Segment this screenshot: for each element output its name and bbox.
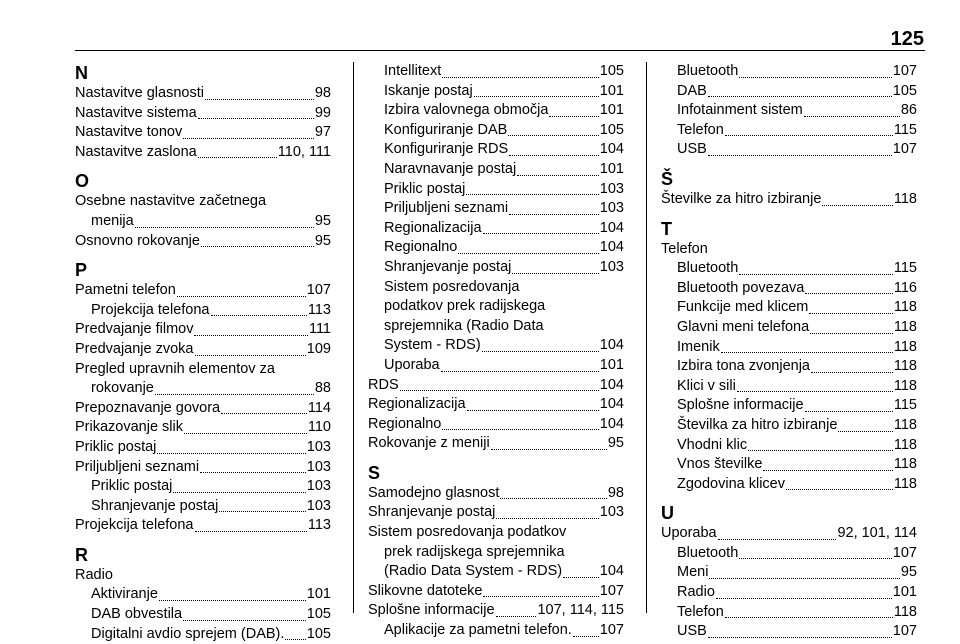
- dot-leader: [739, 77, 892, 78]
- dot-leader: [442, 429, 598, 430]
- index-term: Iskanje postaj: [384, 82, 473, 99]
- dot-leader: [177, 296, 306, 297]
- page-reference: 95: [314, 232, 331, 249]
- index-subentry: [661, 563, 917, 583]
- index-entry: [368, 601, 624, 621]
- dot-leader: [195, 531, 307, 532]
- page-reference: 104: [599, 239, 624, 256]
- index-term: RDS: [368, 376, 399, 393]
- index-term: Nastavitve zaslona: [75, 143, 197, 160]
- index-term: Priljubljeni seznami: [75, 458, 200, 475]
- dot-leader: [512, 273, 598, 274]
- index-heading: Sistem posredovanja: [384, 278, 520, 295]
- dot-leader: [708, 96, 892, 97]
- dot-leader: [739, 274, 893, 275]
- index-term: Projekcija telefona: [91, 301, 210, 318]
- dot-leader: [809, 313, 893, 314]
- page-reference: 111: [308, 321, 331, 338]
- index-heading: prek radijskega sprejemnika: [384, 543, 565, 560]
- index-term: Izbira tona zvonjenja: [677, 358, 810, 375]
- dot-leader: [159, 600, 306, 601]
- page-reference: 92, 101, 114: [837, 525, 917, 542]
- dot-leader: [441, 371, 599, 372]
- page-reference: 103: [306, 497, 331, 514]
- index-term: Splošne informacije: [677, 397, 804, 414]
- index-term: Regionalizacija: [368, 396, 466, 413]
- index-entry: [75, 418, 331, 438]
- index-term: Osnovno rokovanje: [75, 232, 200, 249]
- dot-leader: [718, 539, 837, 540]
- index-term: Intellitext: [384, 63, 442, 79]
- dot-leader: [805, 411, 893, 412]
- index-entry: [661, 190, 917, 210]
- dot-leader: [466, 194, 598, 195]
- page-reference: 104: [599, 376, 624, 393]
- dot-leader: [509, 214, 599, 215]
- dot-leader: [508, 135, 598, 136]
- dot-leader: [201, 246, 314, 247]
- index-entry: [75, 123, 331, 143]
- page-reference: 118: [893, 456, 917, 473]
- section-letter: Š: [661, 168, 674, 189]
- column-divider-2: [646, 62, 647, 613]
- index-entry: [75, 458, 331, 478]
- index-subentry: [75, 477, 331, 497]
- index-entry: [75, 340, 331, 360]
- page-reference: 101: [892, 584, 917, 601]
- index-subentry: [75, 605, 331, 625]
- index-entry: [75, 320, 331, 340]
- dot-leader: [811, 372, 893, 373]
- page-reference: 107: [892, 544, 917, 561]
- index-subentry: [368, 219, 624, 239]
- dot-leader: [474, 96, 599, 97]
- index-subentry: [368, 101, 624, 121]
- page-reference: 110: [307, 419, 331, 436]
- index-term: Predvajanje filmov: [75, 321, 194, 338]
- index-subentry: [368, 82, 624, 102]
- page-reference: 118: [893, 475, 917, 492]
- index-term: Imenik: [677, 338, 720, 355]
- index-term: Slikovne datoteke: [368, 582, 483, 599]
- index-term: Številke za hitro izbiranje: [661, 190, 822, 207]
- index-subentry: [368, 199, 624, 219]
- index-term: Priklic postaj: [384, 180, 466, 197]
- dot-leader: [442, 77, 599, 78]
- page-reference: 118: [893, 299, 917, 316]
- dot-leader: [739, 558, 892, 559]
- index-subentry: [661, 475, 917, 495]
- page-reference: 104: [599, 219, 624, 236]
- dot-leader: [573, 636, 599, 637]
- page-reference: 109: [306, 340, 331, 357]
- index-term: Aplikacije za pametni telefon.: [384, 622, 572, 639]
- index-heading: sprejemnika (Radio Data: [384, 317, 544, 334]
- index-term: Shranjevanje postaj: [368, 504, 496, 521]
- page-reference: 98: [314, 85, 331, 101]
- page-reference: 113: [307, 517, 331, 534]
- page-reference: 107: [599, 582, 624, 599]
- dot-leader: [509, 155, 599, 156]
- section-letter: S: [368, 462, 381, 483]
- index-entry: [75, 104, 331, 124]
- dot-leader: [563, 577, 599, 578]
- dot-leader: [496, 518, 598, 519]
- index-term: Nastavitve sistema: [75, 104, 197, 121]
- index-subentry: [661, 357, 917, 377]
- dot-leader: [400, 390, 599, 391]
- index-subentry: [75, 379, 331, 399]
- page-reference: 103: [306, 478, 331, 495]
- page-reference: 105: [599, 121, 624, 138]
- index-subentry: [368, 562, 624, 582]
- dot-leader: [786, 489, 893, 490]
- index-subentry: [368, 238, 624, 258]
- index-term: Nastavitve tonov: [75, 124, 183, 141]
- page-reference: 103: [306, 438, 331, 455]
- index-term: Priklic postaj: [75, 438, 157, 455]
- dot-leader: [725, 617, 893, 618]
- index-subentry: [75, 585, 331, 605]
- page-reference: 103: [599, 180, 624, 197]
- dot-leader: [822, 205, 892, 206]
- index-subentry: [661, 436, 917, 456]
- index-subentry: [661, 622, 917, 642]
- index-term: Shranjevanje postaj: [384, 258, 512, 275]
- index-subentry: [368, 180, 624, 200]
- index-entry: [368, 503, 624, 523]
- index-term: Splošne informacije: [368, 602, 495, 619]
- section-letter: R: [75, 544, 88, 565]
- index-term: Shranjevanje postaj: [91, 497, 219, 514]
- index-entry: [75, 281, 331, 301]
- page-reference: 107: [892, 63, 917, 79]
- index-term: Bluetooth: [677, 63, 739, 79]
- index-subentry: [75, 625, 331, 644]
- header-rule: [75, 50, 925, 51]
- index-column-2: [368, 62, 624, 641]
- page-reference: 104: [599, 415, 624, 432]
- index-entry: [368, 415, 624, 435]
- page-reference: 118: [893, 416, 917, 433]
- page-reference: 104: [599, 337, 624, 354]
- index-entry: [368, 484, 624, 504]
- index-term: Bluetooth: [677, 260, 739, 277]
- index-heading: Radio: [75, 566, 113, 583]
- page-reference: 116: [893, 279, 917, 296]
- page-reference: 95: [900, 564, 917, 581]
- index-entry: [368, 434, 624, 454]
- page-reference: 118: [893, 318, 917, 335]
- index-term: System - RDS): [384, 337, 481, 354]
- page-reference: 104: [599, 563, 624, 580]
- index-subentry: [661, 583, 917, 603]
- index-column-1: [75, 62, 331, 644]
- dot-leader: [195, 355, 306, 356]
- page-reference: 101: [599, 102, 624, 119]
- dot-leader: [763, 470, 892, 471]
- index-subentry: [75, 497, 331, 517]
- index-subentry: [661, 121, 917, 141]
- dot-leader: [200, 472, 306, 473]
- section-letter: N: [75, 63, 88, 83]
- dot-leader: [725, 135, 893, 136]
- index-entry: [75, 438, 331, 458]
- index-term: (Radio Data System - RDS): [384, 563, 563, 580]
- page-reference: 86: [900, 102, 917, 119]
- page-reference: 95: [607, 435, 624, 452]
- dot-leader: [737, 391, 893, 392]
- page-reference: 103: [599, 504, 624, 521]
- page-reference: 98: [607, 484, 624, 501]
- index-term: Telefon: [677, 603, 724, 620]
- index-entry: [368, 395, 624, 415]
- index-column-3: [661, 62, 917, 642]
- index-term: Bluetooth: [677, 544, 739, 561]
- page-reference: 115: [893, 260, 917, 277]
- index-entry: [75, 516, 331, 536]
- section-letter: T: [661, 218, 672, 239]
- dot-leader: [184, 433, 307, 434]
- dot-leader: [194, 335, 307, 336]
- dot-leader: [483, 233, 599, 234]
- dot-leader: [183, 620, 306, 621]
- index-subentry: [368, 121, 624, 141]
- dot-leader: [219, 511, 305, 512]
- page-reference: 101: [306, 586, 331, 603]
- index-subentry: [368, 160, 624, 180]
- index-subentry: [661, 101, 917, 121]
- page-reference: 110, 111: [277, 143, 331, 160]
- page-reference: 118: [893, 436, 917, 453]
- page-reference: 99: [314, 104, 331, 121]
- dot-leader: [458, 253, 598, 254]
- index-heading: Sistem posredovanja podatkov: [368, 524, 567, 541]
- page-reference: 118: [893, 190, 917, 207]
- page-reference: 103: [306, 458, 331, 475]
- index-term: Izbira valovnega območja: [384, 102, 549, 119]
- dot-leader: [467, 410, 599, 411]
- index-term: Rokovanje z meniji: [368, 435, 490, 452]
- index-subentry: [368, 356, 624, 376]
- index-heading: Telefon: [661, 240, 708, 257]
- index-term: Aktiviranje: [91, 586, 158, 603]
- column-divider-1: [353, 62, 354, 613]
- index-subentry: [661, 62, 917, 82]
- page-reference: 105: [892, 82, 917, 99]
- index-term: Naravnavanje postaj: [384, 160, 517, 177]
- page-reference: 113: [307, 301, 331, 318]
- index-term: Priklic postaj: [91, 478, 173, 495]
- dot-leader: [483, 596, 598, 597]
- index-subentry: [75, 212, 331, 232]
- index-term: Glavni meni telefona: [677, 318, 810, 335]
- index-term: Predvajanje zvoka: [75, 340, 194, 357]
- dot-leader: [155, 394, 314, 395]
- page-reference: 104: [599, 141, 624, 158]
- page-reference: 97: [314, 124, 331, 141]
- dot-leader: [708, 637, 892, 638]
- dot-leader: [285, 639, 305, 640]
- index-entry: [661, 524, 917, 544]
- index-term: Regionalno: [368, 415, 442, 432]
- index-term: Konfiguriranje DAB: [384, 121, 508, 138]
- index-subentry: [661, 298, 917, 318]
- index-term: Priljubljeni seznami: [384, 200, 509, 217]
- dot-leader: [491, 449, 607, 450]
- dot-leader: [517, 175, 599, 176]
- section-letter: P: [75, 260, 88, 281]
- page-reference: 107: [892, 141, 917, 158]
- index-term: DAB: [677, 82, 707, 99]
- dot-leader: [500, 498, 606, 499]
- page-reference: 115: [893, 397, 917, 414]
- section-letter: U: [661, 503, 674, 524]
- dot-leader: [708, 155, 892, 156]
- page-reference: 88: [314, 380, 331, 397]
- index-term: Regionalno: [384, 239, 458, 256]
- index-subentry: [661, 338, 917, 358]
- page-reference: 105: [306, 606, 331, 623]
- page-reference: 115: [893, 121, 917, 138]
- index-subentry: [661, 377, 917, 397]
- page-reference: 101: [599, 356, 624, 373]
- dot-leader: [211, 315, 307, 316]
- index-subentry: [368, 621, 624, 641]
- index-entry: [75, 399, 331, 419]
- index-subentry: [368, 62, 624, 82]
- index-term: Klici v sili: [677, 377, 736, 394]
- index-term: Infotainment sistem: [677, 102, 803, 119]
- page-reference: 105: [306, 625, 331, 642]
- index-term: Regionalizacija: [384, 219, 482, 236]
- index-heading: Pregled upravnih elementov za: [75, 360, 275, 377]
- page-reference: 118: [893, 377, 917, 394]
- index-term: Telefon: [677, 121, 724, 138]
- index-entry: [368, 582, 624, 602]
- index-subentry: [368, 140, 624, 160]
- index-term: USB: [677, 141, 707, 158]
- index-subentry: [661, 140, 917, 160]
- dot-leader: [198, 118, 314, 119]
- index-term: Prikazovanje slik: [75, 419, 183, 436]
- page-reference: 105: [599, 63, 624, 79]
- dot-leader: [709, 578, 899, 579]
- index-subentry: [661, 544, 917, 564]
- page-reference: 104: [599, 396, 624, 413]
- index-entry: [75, 232, 331, 252]
- page-reference: 103: [599, 258, 624, 275]
- dot-leader: [805, 293, 893, 294]
- dot-leader: [549, 116, 598, 117]
- index-term: Vhodni klic: [677, 436, 748, 453]
- page-reference: 107, 114, 115: [537, 602, 624, 619]
- index-subentry: [661, 416, 917, 436]
- index-subentry: [661, 396, 917, 416]
- dot-leader: [135, 227, 314, 228]
- index-subentry: [368, 258, 624, 278]
- page-reference: 101: [599, 82, 624, 99]
- index-term: Prepoznavanje govora: [75, 399, 221, 416]
- page-reference: 114: [307, 399, 331, 416]
- index-term: Digitalni avdio sprejem (DAB).: [91, 625, 285, 642]
- index-subentry: [368, 336, 624, 356]
- index-subentry: [661, 318, 917, 338]
- index-entry: [368, 376, 624, 396]
- page-reference: 107: [306, 282, 331, 299]
- page-reference: 95: [314, 212, 331, 229]
- index-term: Pametni telefon: [75, 282, 176, 299]
- index-subentry: [661, 279, 917, 299]
- index-subentry: [661, 603, 917, 623]
- index-heading: Osebne nastavitve začetnega: [75, 193, 267, 210]
- page-reference: 101: [599, 160, 624, 177]
- section-letter: O: [75, 171, 90, 192]
- index-term: Funkcije med klicem: [677, 299, 809, 316]
- index-term: Številka za hitro izbiranje: [677, 416, 838, 433]
- index-term: Uporaba: [661, 525, 717, 542]
- index-subentry: [661, 259, 917, 279]
- index-term: menija: [91, 212, 134, 229]
- index-term: Zgodovina klicev: [677, 475, 785, 492]
- index-heading: podatkov prek radijskega: [384, 298, 546, 315]
- dot-leader: [716, 598, 892, 599]
- dot-leader: [482, 351, 599, 352]
- index-term: Bluetooth povezava: [677, 279, 805, 296]
- page-reference: 118: [893, 338, 917, 355]
- dot-leader: [198, 157, 277, 158]
- page-number: 125: [890, 28, 924, 50]
- index-term: Vnos številke: [677, 456, 763, 473]
- index-subentry: [75, 301, 331, 321]
- page-reference: 118: [893, 358, 917, 375]
- dot-leader: [748, 450, 893, 451]
- index-term: USB: [677, 623, 707, 640]
- dot-leader: [183, 138, 314, 139]
- index-term: Uporaba: [384, 356, 440, 373]
- index-subentry: [661, 82, 917, 102]
- dot-leader: [205, 99, 314, 100]
- dot-leader: [804, 116, 900, 117]
- dot-leader: [810, 333, 893, 334]
- index-term: Nastavitve glasnosti: [75, 85, 204, 101]
- dot-leader: [496, 616, 537, 617]
- index-term: Konfiguriranje RDS: [384, 141, 509, 158]
- index-entry: [75, 143, 331, 163]
- page-reference: 107: [599, 622, 624, 639]
- page-reference: 103: [599, 200, 624, 217]
- index-term: Samodejno glasnost: [368, 484, 500, 501]
- dot-leader: [838, 431, 892, 432]
- dot-leader: [157, 453, 305, 454]
- dot-leader: [221, 413, 307, 414]
- index-entry: [75, 84, 331, 104]
- page-reference: 118: [893, 603, 917, 620]
- dot-leader: [721, 352, 893, 353]
- index-term: Radio: [677, 584, 715, 601]
- index-term: DAB obvestila: [91, 606, 183, 623]
- index-subentry: [661, 455, 917, 475]
- index-term: Meni: [677, 564, 709, 581]
- index-term: rokovanje: [91, 380, 154, 397]
- index-term: Projekcija telefona: [75, 517, 194, 534]
- dot-leader: [173, 492, 305, 493]
- page-reference: 107: [892, 623, 917, 640]
